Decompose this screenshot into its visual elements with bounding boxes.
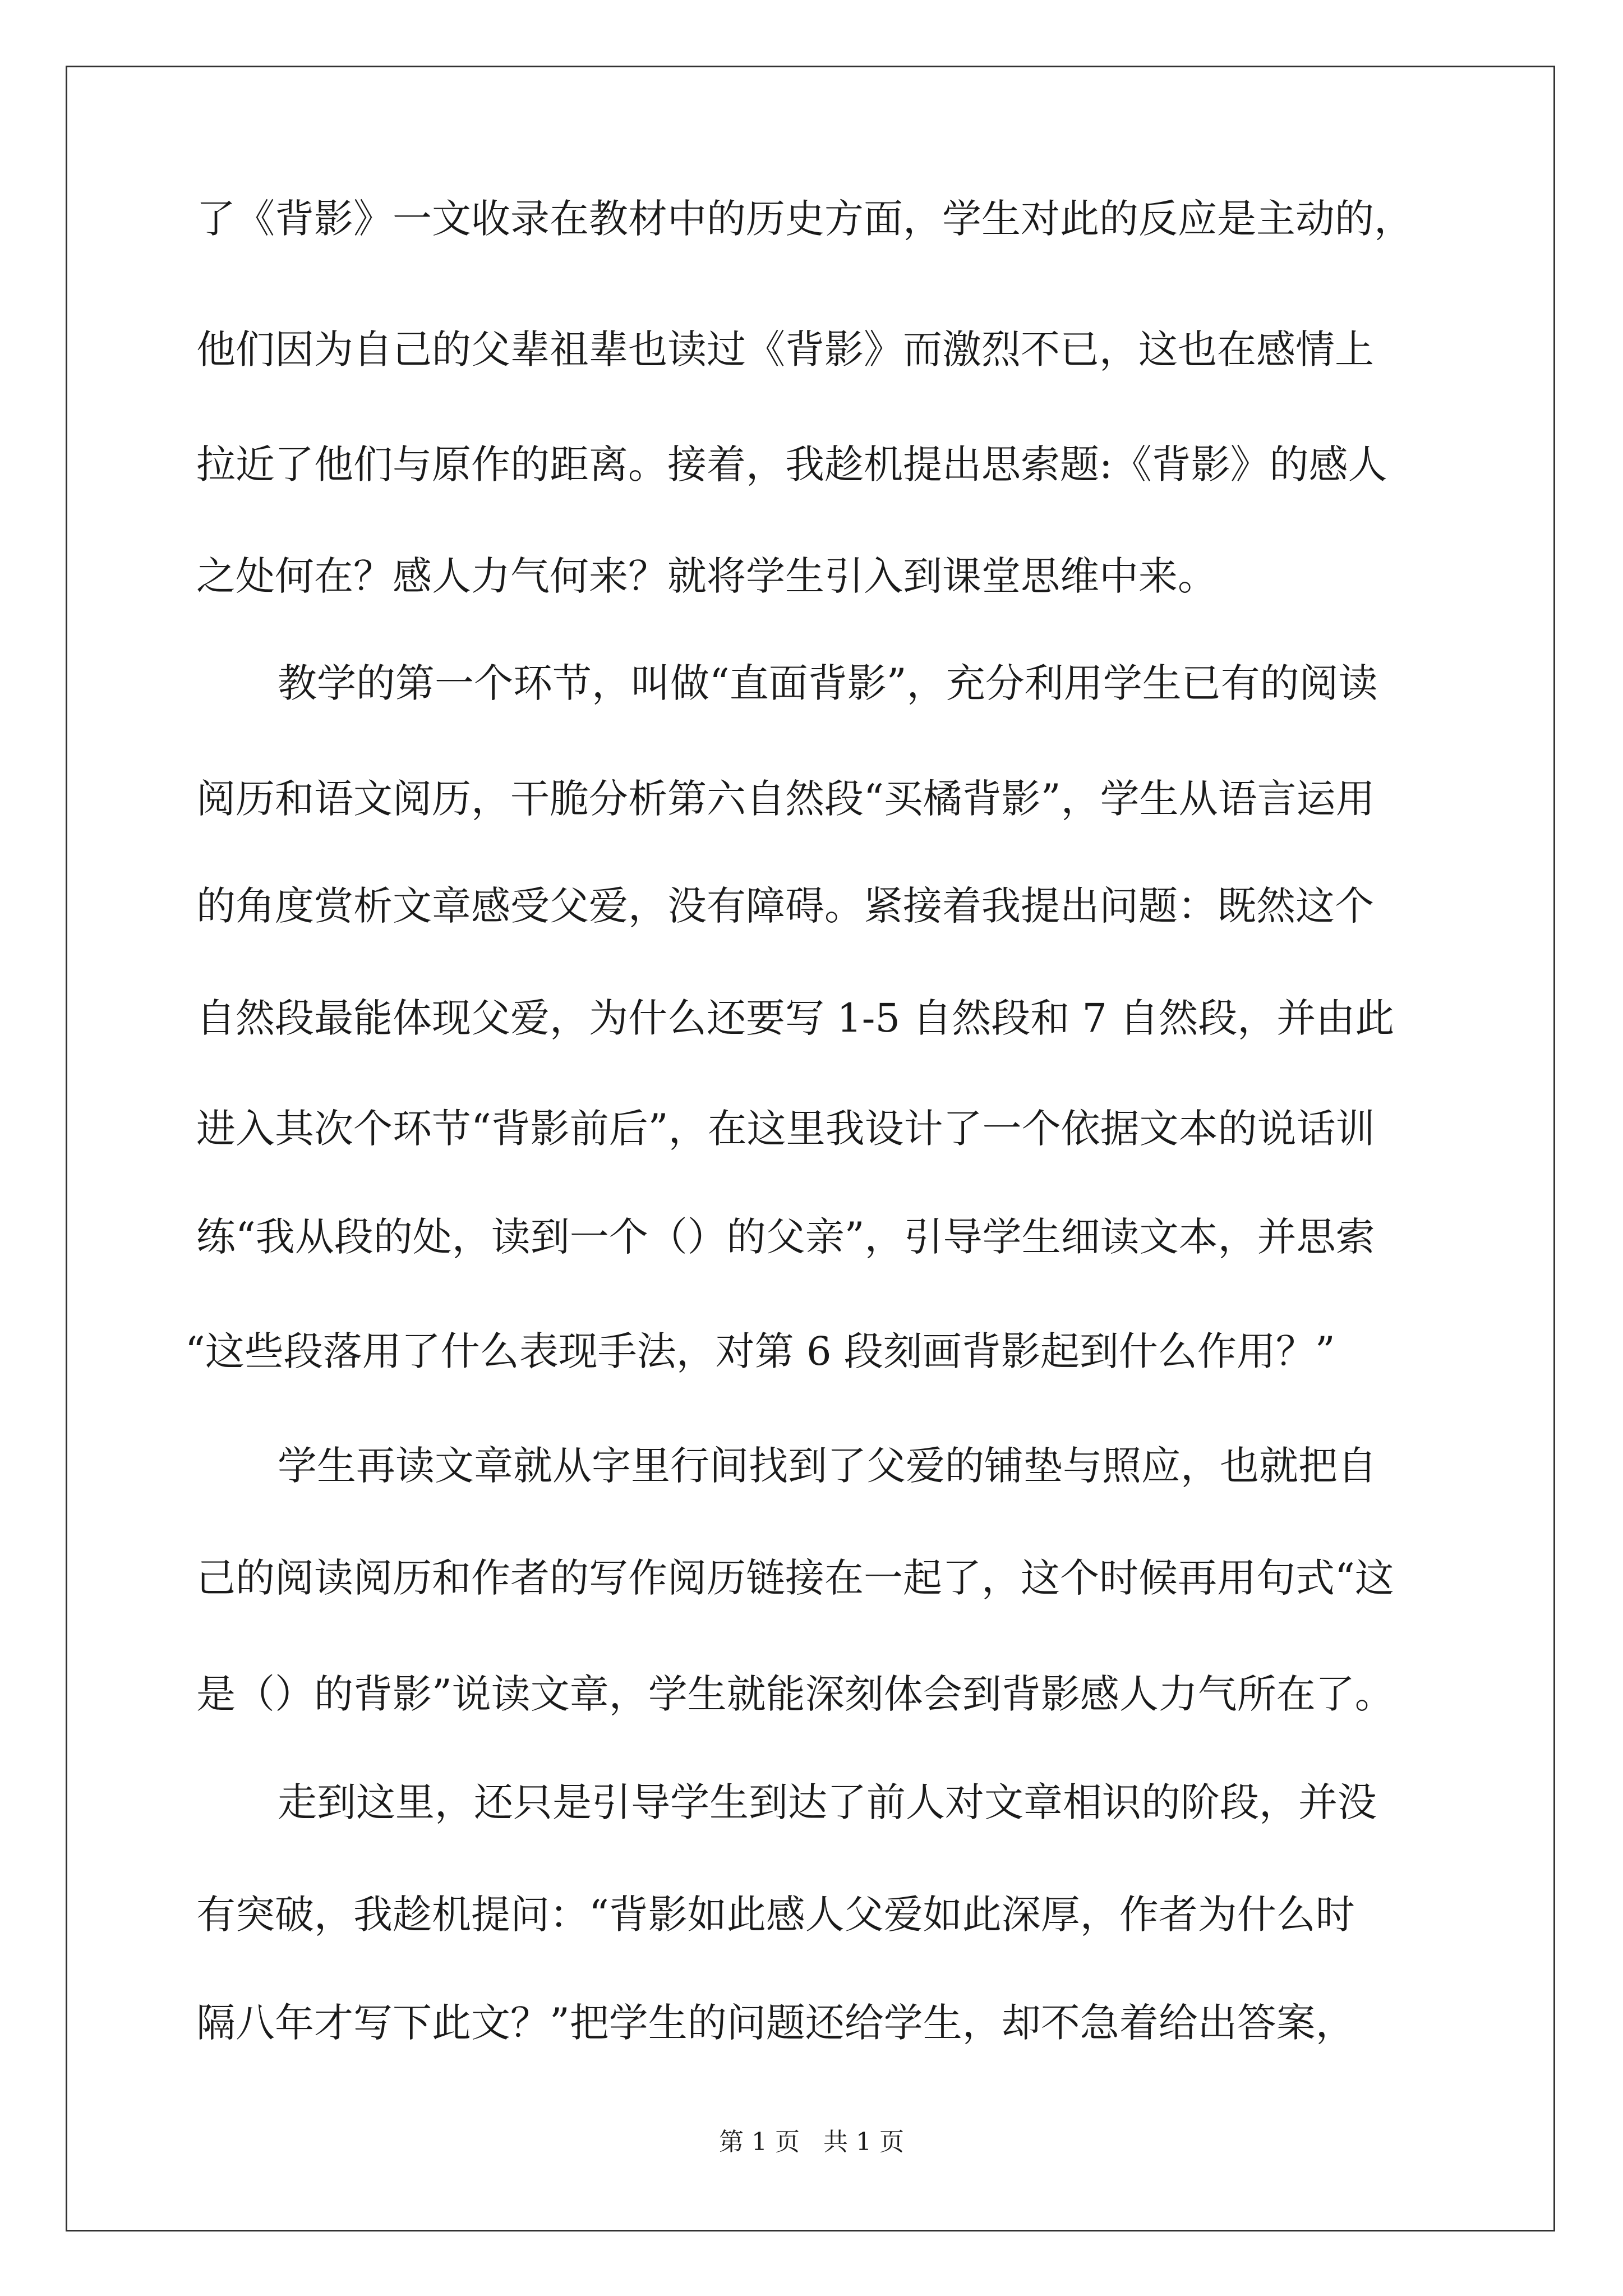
page-footer: 第 1 页 共 1 页 (719, 2128, 904, 2156)
text-line: 阅历和语文阅历，干脆分析第六自然段“买橘背影”，学生从语言运用 (196, 776, 1375, 822)
text-line: 练“我从段的处，读到一个（）的父亲”，引导学生细读文本，并思索 (196, 1214, 1375, 1260)
text-line: 了《背影》一文收录在教材中的历史方面，学生对此的反应是主动的， (196, 196, 1413, 242)
text-line: 拉近了他们与原作的距离。接着，我趁机提出思索题:《背影》的感人 (196, 441, 1387, 487)
text-line: 己的阅读阅历和作者的写作阅历链接在一起了，这个时候再用句式“这 (196, 1555, 1394, 1601)
text-line: 他们因为自己的父辈祖辈也读过《背影》而激烈不已，这也在感情上 (196, 326, 1374, 372)
text-line: 的角度赏析文章感受父爱，没有障碍。紧接着我提出问题：既然这个 (196, 883, 1374, 929)
text-line: 隔八年才写下此文？”把学生的问题还给学生，却不急着给出答案， (196, 2000, 1355, 2046)
text-line: 有突破，我趁机提问：“背影如此感人父爱如此深厚，作者为什么时 (196, 1892, 1355, 1938)
text-line: 之处何在？感人力气何来？就将学生引入到课堂思维中来。 (196, 553, 1217, 599)
text-line: 进入其次个环节“背影前后”，在这里我设计了一个依据文本的说话训 (196, 1106, 1375, 1152)
text-line: 学生再读文章就从字里行间找到了父爱的铺垫与照应，也就把自 (278, 1443, 1377, 1489)
text-line: 教学的第一个环节，叫做“直面背影”，充分利用学生已有的阅读 (278, 660, 1378, 706)
text-line: “这些段落用了什么表现手法，对第 6 段刻画背影起到什么作用？” (185, 1328, 1335, 1374)
text-line: 自然段最能体现父爱，为什么还要写 1-5 自然段和 7 自然段，并由此 (196, 995, 1395, 1041)
text-line: 是（）的背影”说读文章，学生就能深刻体会到背影感人力气所在了。 (196, 1671, 1394, 1717)
text-line: 走到这里，还只是引导学生到达了前人对文章相识的阶段，并没 (278, 1779, 1377, 1825)
